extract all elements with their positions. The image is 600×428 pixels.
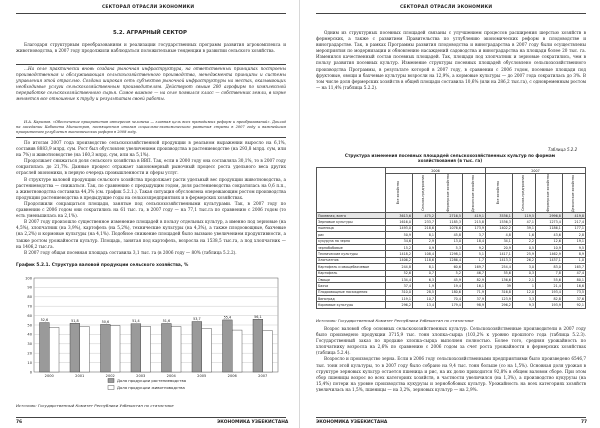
- table-cell: 1493,0: [386, 225, 413, 231]
- table-cell: 5,3: [435, 244, 462, 250]
- table-cell: 1076,6: [435, 225, 462, 231]
- row-label: Картофель: [317, 270, 386, 276]
- body-text: [16, 140, 286, 256]
- data-label: 55,4: [223, 315, 232, 320]
- table-cell: 55,6: [485, 270, 512, 276]
- table-cell: 316,8: [485, 289, 512, 295]
- table-cell: 119,1: [386, 296, 413, 302]
- y-tick-label: 40: [27, 332, 32, 337]
- table-cell: 34,6: [386, 238, 413, 244]
- column-header-label: Фермерские хозяйства: [446, 174, 451, 212]
- column-header-label: Все хозяйства: [496, 181, 501, 205]
- quote-source: [16, 120, 286, 135]
- row-label: пшеница: [317, 225, 386, 231]
- table-cell: 1,0: [562, 257, 585, 263]
- table-cell: 25,9: [512, 251, 535, 257]
- paragraph: По итогам 2007 года производство сельскохозяйственной продукции в реальном выражении выросло на 6,1%, составив 8883,9 млрд. сум. Рост был обусловлен увеличением производства в растениеводстве (на 293,8 млрд. сум, или на 7%) и животноводстве (на 160,3 млрд. сум, или на 5,1%).: [16, 140, 286, 158]
- quote-rule-bottom: [16, 137, 286, 138]
- table-cell: 108,4: [412, 251, 435, 257]
- table-cell: 5,1: [462, 251, 485, 257]
- table-cell: 26,2: [512, 257, 535, 263]
- column-header: [412, 174, 435, 213]
- chart-source: Источник: Государственный Комитет Республики Узбекистан по статистике: [16, 403, 174, 408]
- table-cell: 165,7: [562, 264, 585, 270]
- column-header: [462, 174, 485, 213]
- table-cell: 9,2: [462, 244, 485, 250]
- paragraph: Продолжили сокращаться площади, занятые под сельскохозяйственными культурами. Так, в 2007 году по сравнению с 2006 годом они сократились на 61 тыс. га, в 2007 году — на 77,1 тыс.га по сравнению с 2006 годом (то есть уменьшилась на 2,1%).: [16, 200, 286, 219]
- year-header: 2007: [485, 168, 585, 174]
- table-cell: 47,1: [512, 219, 535, 225]
- row-label: Зерновые культуры: [317, 219, 386, 225]
- column-header-label: Все хозяйства: [396, 181, 401, 205]
- body-text-top: [316, 30, 586, 91]
- table-cell: 180,6: [435, 289, 462, 295]
- table-cell: 70,4: [435, 296, 462, 302]
- table-cell: 119,5: [512, 213, 535, 219]
- table-cell: 0,9: [412, 244, 435, 250]
- quote-rule-top: [16, 64, 286, 65]
- table-cell: 9,5: [562, 244, 585, 250]
- table-cell: 193,4: [535, 289, 562, 295]
- row-label: кукуруза на зерно: [317, 238, 386, 244]
- table-cell: 80,1: [562, 276, 585, 282]
- table-cell: 13,4: [412, 302, 435, 308]
- legend-label: Доля продукции животноводства: [117, 385, 185, 390]
- bar-livestock: [49, 327, 59, 372]
- x-tick-label: 2003: [136, 374, 146, 378]
- table-cell: 0,3: [512, 270, 535, 276]
- table-number: Таблица 5.2.2: [548, 147, 578, 152]
- table-cell: 12,0: [512, 289, 535, 295]
- y-tick-label: 50: [27, 323, 32, 328]
- table-cell: 0,7: [412, 270, 435, 276]
- page-number: 76: [16, 420, 23, 425]
- table-cell: 5,2: [435, 270, 462, 276]
- column-header-label: Дехканские хозяйства: [471, 174, 476, 212]
- x-tick-label: 2000: [44, 374, 54, 378]
- table-cell: 1536,3: [485, 219, 512, 225]
- table-cell: 1: [512, 283, 535, 289]
- table-cell: 1298,1: [435, 251, 462, 257]
- data-label: 51,4: [132, 319, 140, 324]
- table-cell: 16,1: [462, 283, 485, 289]
- bar-crop: [131, 324, 141, 372]
- row-label: Бахча: [317, 283, 386, 289]
- crop-area-table: [316, 167, 586, 309]
- row-label: Технические культуры: [317, 251, 386, 257]
- table-cell: 1186,1: [535, 225, 562, 231]
- table-cell: 1437,1: [535, 257, 562, 263]
- table-cell: 45,9: [435, 276, 462, 282]
- table-body: [317, 213, 586, 309]
- legend-swatch: [108, 386, 114, 390]
- table-cell: 217,4: [562, 219, 585, 225]
- table-cell: 1418,2: [386, 251, 413, 257]
- footer-rule: [16, 417, 286, 418]
- y-tick-label: 90: [27, 285, 32, 290]
- paragraph: Одним из структурных посевных площадей связаны с улучшением процессов расширения шерстью хозяйств в фермерских, а также с развитием Правительства по углублению экономических реформ в плодоводстве и виноградарстве. Так, в рамках Программы развития плодоводства и виноградарства в 2007 году были осуществлены мероприятия по модернизации и обновлению насаждений садоводства и виноградарства на площади более 20 тыс. га. Изменился качественный состав посевных площадей. Так, площади под хлопчатник и зерновые сократились, чем в пользу развития посевных культур. Изменение структуры посевных площадей обусловлено сельскохозяйственного производства Программы, в результате которой в 2007 году, в сравнении с 2006 годом, посевные площади под фруктовые, овощи и бахчевые культуры возросли на 12,9%, а кормовые культуры — до 2007 года сократилась до 3%. В том числе доля фермерских хозяйств в общей площади составила 10,6% (или на 286,2 тыс.га), с одновременным ростом — на 11,4% (таблица 5.2.2).: [316, 30, 586, 90]
- row-label: зернобобовые: [317, 244, 386, 250]
- table-cell: 3536,1: [485, 213, 512, 219]
- table-cell: 82,8: [535, 296, 562, 302]
- table-cell: 419,8: [562, 213, 585, 219]
- table-cell: 10,9: [535, 244, 562, 250]
- table-cell: 1402,2: [485, 225, 512, 231]
- footer-rule: [316, 417, 586, 418]
- table-cell: 21,4: [535, 283, 562, 289]
- table-cell: 123,9: [485, 296, 512, 302]
- column-header: [535, 174, 562, 213]
- y-tick-label: 70: [27, 304, 32, 309]
- paragraph: Благодаря структурным преобразованиям и реализации государственных программ развития агрокомплекса и животноводства, в 2007 году продолжили наблюдаться положительные тенденции в развитии сельского хозяйства.: [16, 42, 286, 54]
- legend-swatch: [108, 379, 114, 383]
- table-cell: 50,9: [386, 232, 413, 238]
- table-cell: 92,1: [562, 302, 585, 308]
- table-cell: 98,9: [462, 302, 485, 308]
- column-header-label: Сельхоз-предприятия: [421, 175, 426, 211]
- table-cell: 8,9: [562, 251, 585, 257]
- table-cell: 1406,2: [386, 257, 413, 263]
- table-cell: 1,7: [462, 257, 485, 263]
- row-label: Кормовые культуры: [317, 302, 386, 308]
- bar-crop: [222, 320, 232, 372]
- table-cell: 179,4: [435, 302, 462, 308]
- table-cell: 10,7: [412, 296, 435, 302]
- table-cell: 82,9: [462, 276, 485, 282]
- bar-crop: [70, 323, 80, 372]
- bar-crop: [100, 324, 110, 372]
- table-cell: 46,7: [462, 270, 485, 276]
- data-label: 53,7: [193, 317, 201, 322]
- paragraph: В структуре валовой продукции сельского хозяйства продолжает расти удельный вес продукции животноводства, а растениеводства — снижаться. Так, по сравнению с предыдущим годом, доля растениеводства сократилась на 0,6 п.п., а животноводства составила 44,3% (см. график 5.2.1.). Такая ситуация обусловлена опережающим ростом производства продукции растениеводства в предыдущие годы на сельхозпредприятиях и в фермерских хозяйствах.: [16, 176, 286, 200]
- paragraph: Возросло и производство зерна. Если в 2006 году сельскохозяйственными предприятиями было произведено 6546,7 тыс. тонн этой культуры, то в 2007 году было собрано на 9,4 тыс. тонн больше (со на 1,5%). Основная доля урожая в структуре зерновых культур остается пшеница и рис, на их долю приходится 92,8% в общем валовом сборе. При этом сбор пшеницы возрос во всех категориях хозяйств, в частности увеличился (на 1,3%), а производство кукурузы (на 15,4%) потери на уровне производства кукурузы и зернобобовых культур. Урожайность на всех категориях хозяйств увеличилась на 1,5%, пшеницы — на 3,2%, зерновых культур — на 2,9%.: [316, 356, 586, 392]
- table-cell: 9,3: [512, 302, 535, 308]
- table-cell: 2,2: [512, 238, 535, 244]
- row-label: Посевная, всего: [317, 213, 386, 219]
- table-cell: 28,5: [412, 289, 435, 295]
- column-header: [562, 174, 585, 213]
- table-cell: 177,1: [562, 225, 585, 231]
- y-tick-label: 100: [25, 276, 32, 281]
- header-rule: [16, 13, 286, 14]
- section-heading: 5.2. АГРАРНЫЙ СЕКТОР: [113, 30, 187, 36]
- footer-title: ЭКОНОМИКА УЗБЕКИСТАНА: [316, 420, 388, 425]
- table-cell: 12,6: [535, 238, 562, 244]
- table-cell: 2716,5: [435, 213, 462, 219]
- paragraph: Продолжает снижаться доля сельского хозяйства в ВВП. Так, если в 2000 году она составляла 30,1%, то в 2007 году сократилась до 21,7%. Данные процесс отражает закономерный рыночный процесс роста удельного веса других отраслей экономики, в первую очередь промышленности и сферы услуг.: [16, 158, 286, 176]
- footer-title: ЭКОНОМИКА УЗБЕКИСТАНА: [217, 420, 289, 425]
- table-row: [317, 302, 586, 308]
- y-tick-label: 30: [27, 342, 32, 347]
- column-header: [485, 174, 512, 213]
- y-tick-label: 10: [27, 360, 32, 365]
- row-label: Овощи: [317, 276, 386, 282]
- table-cell: 3,0: [512, 264, 535, 270]
- row-label: Картофель и овощебахчевые: [317, 264, 386, 270]
- bar-livestock: [232, 330, 242, 372]
- data-label: 51,6: [162, 318, 171, 323]
- table-cell: 1417,1: [485, 251, 512, 257]
- table-cell: 134,4: [386, 276, 413, 282]
- table-cell: 2996,8: [535, 213, 562, 219]
- bar-crop: [39, 323, 49, 372]
- data-label: 56,1: [254, 314, 262, 319]
- page-number: 77: [581, 420, 588, 425]
- intro-paragraph: [16, 42, 286, 54]
- bar-crop: [253, 319, 263, 372]
- table-cell: 215,8: [462, 219, 485, 225]
- y-tick-label: 20: [27, 351, 32, 356]
- table-cell: 39: [485, 283, 512, 289]
- table-cell: 310,0: [386, 289, 413, 295]
- x-tick-label: 2006: [227, 374, 237, 378]
- bar-livestock: [263, 331, 273, 372]
- table-cell: 173,9: [462, 225, 485, 231]
- table-source: Источник: Государственный Комитет Республики Узбекистан по статистике: [316, 318, 474, 323]
- table-cell: 16,6: [562, 283, 585, 289]
- table-cell: 136,6: [485, 276, 512, 282]
- table-cell: 2,1: [512, 276, 535, 282]
- table-cell: 419,1: [462, 213, 485, 219]
- x-tick-label: 2002: [105, 374, 115, 378]
- table-cell: 1,9: [412, 283, 435, 289]
- body-text-bottom: [316, 326, 586, 393]
- table-title: Структура изменения посевных площадей сельскохозяйственных культур по формам хозяйствования (в тыс. га): [344, 153, 556, 164]
- column-header: [386, 174, 413, 213]
- table-cell: 2,9: [412, 238, 435, 244]
- column-header-label: Фермерские хозяйства: [546, 174, 551, 212]
- table-cell: 169,7: [462, 264, 485, 270]
- bar-livestock: [141, 326, 151, 372]
- x-tick-label: 2004: [166, 374, 176, 378]
- table-cell: 19,4: [435, 283, 462, 289]
- bar-chart: [16, 272, 286, 400]
- paragraph: В 2007 году произошло существенное изменение площадей в пользу отдельных культур, а именно под зерновые (на 4,5%), хлопчатник (на 3,9%), картофель (на 5,2%), технические культуры (на 4,3%), а также плодоовощные, бахчевые (на 2,2%) и кормовые культуры (на 4,1%). Подобное снижение площадей было вызвано увеличением продуктивности, а также ростом урожайности культур. Площадь, занятая под картофель, возросла на 1538,5 тыс.га, а под хлопчатник — на 1406,2 тыс.га.: [16, 219, 286, 249]
- table-cell: 15,2: [386, 244, 413, 250]
- table-cell: 244,8: [386, 264, 413, 270]
- table-cell: 43,6: [535, 232, 562, 238]
- table-cell: 3,3: [512, 296, 535, 302]
- table-cell: 37,4: [386, 283, 413, 289]
- table-cell: 0,5: [512, 244, 535, 250]
- table-cell: 296,2: [485, 302, 512, 308]
- data-label: 50,6: [101, 319, 110, 324]
- table-cell: 1,6: [512, 232, 535, 238]
- bar-livestock: [202, 328, 212, 372]
- running-head: СЕКТОРАЛ ОТРАСЛИ ЭКОНОМИКИ: [400, 5, 493, 10]
- table-cell: 47,4: [562, 270, 585, 276]
- table-corner: [317, 168, 386, 213]
- table-cell: 1286,4: [435, 257, 462, 263]
- table-cell: 73,5: [562, 289, 585, 295]
- header-rule: [316, 13, 586, 14]
- table-cell: 1462,9: [535, 251, 562, 257]
- y-tick-label: 60: [27, 313, 32, 318]
- table-cell: 55,6: [535, 276, 562, 282]
- row-label: рис: [317, 232, 386, 238]
- table-cell: 118,6: [412, 257, 435, 263]
- table-cell: 34,1: [485, 238, 512, 244]
- table-cell: 37,9: [462, 296, 485, 302]
- column-header: [512, 174, 535, 213]
- row-label: Плодоовощные насаждения: [317, 289, 386, 295]
- table-cell: 233,7: [412, 219, 435, 225]
- table-cell: 13,0: [435, 238, 462, 244]
- bar-crop: [192, 322, 202, 372]
- table-cell: 37,6: [562, 296, 585, 302]
- column-header: [435, 174, 462, 213]
- paragraph: Возрос валовой сбор основных сельскохозяйственных культур. Сельскохозяйственные производители в 2007 году было произведено продукции 3715,9 тыс. тонн хлопка-сырца (103,2% к уровню прошлого года (таблица 5.2.3). Государственный заказ по продаже хлопка-сырца выполнен полностью. Более того, средняя урожайность по хлопчатнику возросла на 2,6% по сравнению с 2006 годом за счет роста урожайности в фермерских хозяйствах (таблица 5.2.4).: [316, 326, 586, 356]
- table-cell: 3,7: [462, 232, 485, 238]
- table-cell: 2,8: [562, 232, 585, 238]
- table-cell: 71,9: [462, 289, 485, 295]
- table-cell: 7,8: [535, 270, 562, 276]
- table-cell: 1413,3: [485, 257, 512, 263]
- table-cell: 1185,3: [435, 219, 462, 225]
- quote-block: [16, 66, 286, 103]
- table-cell: 218,6: [412, 225, 435, 231]
- table-cell: 8,1: [412, 232, 435, 238]
- row-label: Хлопчатник: [317, 257, 386, 263]
- y-tick-label: 80: [27, 295, 32, 300]
- table-cell: 1273,4: [535, 219, 562, 225]
- x-tick-label: 2007: [258, 374, 268, 378]
- column-header-label: Дехканские хозяйства: [571, 174, 576, 212]
- bar-livestock: [171, 327, 181, 372]
- y-tick-label: 0: [29, 370, 32, 375]
- table-cell: 475,2: [412, 213, 435, 219]
- table-cell: 39,1: [512, 225, 535, 231]
- running-head: СЕКТОРАЛ ОТРАСЛИ ЭКОНОМИКИ: [102, 5, 195, 10]
- table-cell: 1616,0: [386, 219, 413, 225]
- legend-label: Доля продукции растениеводства: [117, 378, 187, 383]
- bar-livestock: [110, 326, 120, 372]
- table-cell: 19,1: [562, 238, 585, 244]
- table-cell: 60,6: [435, 264, 462, 270]
- table-cell: 52,6: [386, 270, 413, 276]
- bar-livestock: [80, 327, 90, 372]
- right-page: [300, 0, 600, 428]
- table-cell: 3613,6: [386, 213, 413, 219]
- x-tick-label: 2001: [75, 374, 85, 378]
- x-tick-label: 2005: [197, 374, 207, 378]
- table-cell: 83,0: [535, 264, 562, 270]
- table-cell: 296,2: [386, 302, 413, 308]
- paragraph: В 2007 году общая посевная площадь составила 3,1 тыс. га (в 2006 году — 80% (таблица 5.2.2).: [24, 249, 237, 255]
- table-cell: 4,8: [485, 232, 512, 238]
- table-cell: 6,3: [412, 276, 435, 282]
- data-label: 52,6: [40, 318, 49, 323]
- table-cell: 18,4: [462, 238, 485, 244]
- column-header-label: Сельхоз-предприятия: [521, 175, 526, 211]
- bar-crop: [161, 323, 171, 372]
- year-header: 2006: [386, 168, 486, 174]
- chart-caption: График 5.2.1. Структура валовой продукции сельского хозяйства, %: [16, 263, 189, 268]
- quote-text: ...На селе практически вновь создана рыночная инфраструктура, на ответственных принципах построены производственная и обслуживающая сельскохозяйственного производства, менеджмента принципы и системы управления этой отраслью. Создана широкая сеть субъектов рыночной инфраструктуры на местах, оказывающих необходимые услуги сельскохозяйственным производителям. Действуют свыше 200 агрофирм по комплексной переработке сельскохозяйственного сырья. Самое важное — на селе появился класс — собственник земли, в корне меняется все отношение к труду и результатам своей работы.: [16, 66, 286, 102]
- table-cell: 20,9: [485, 244, 512, 250]
- table-cell: 8,1: [412, 264, 435, 270]
- table-cell: 45,8: [435, 232, 462, 238]
- row-label: Виноград: [317, 296, 386, 302]
- table-cell: 254,4: [485, 264, 512, 270]
- data-label: 51,8: [71, 318, 79, 323]
- table-cell: 193,9: [535, 302, 562, 308]
- quote-source-text: И.А. Каримов. «Обеспечение приоритетов интересов человека — главная цель всех проводимых реформ и преобразований». Доклад на заседании Кабинета Министров, посвященном итогам социально-экономического развития страны в 2007 году и важнейшим приоритетам углубления экономических реформ в 2008 году.: [16, 120, 286, 135]
